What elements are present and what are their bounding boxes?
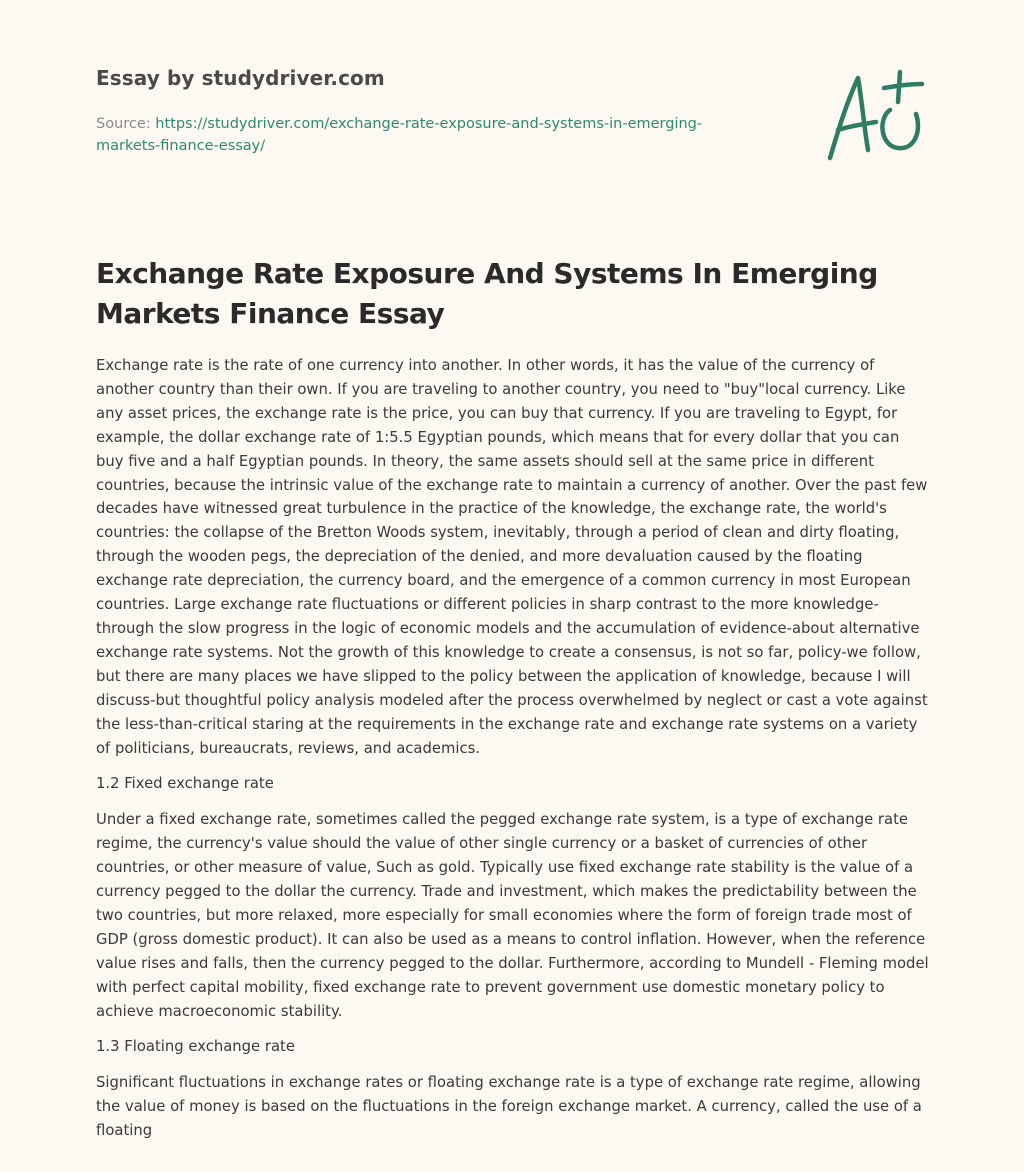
logo-plus-horizontal [884, 84, 922, 88]
essay-paragraph: Significant fluctuations in exchange rates or floating exchange rate is a type of exchange rate regime, allowing the value of money is based on the fluctuations in the foreign exchange market. A currency, called the use of a floating [96, 1074, 922, 1140]
section-heading-floating-rate: 1.3 Floating exchange rate [96, 1038, 295, 1056]
a-plus-logo-graphic [818, 66, 928, 166]
essay-body [96, 354, 930, 1162]
site-brand: Essay by studydriver.com [96, 66, 385, 90]
section-heading-fixed-rate: 1.2 Fixed exchange rate [96, 775, 274, 793]
source-link[interactable]: https://studydriver.com/exchange-rate-exposure-and-systems-in-emerging-markets-finance-essay/ [96, 116, 703, 154]
logo-letter-a-strokes [830, 78, 868, 158]
a-plus-logo-icon [818, 66, 928, 166]
logo-letter-a-crossbar [838, 122, 876, 130]
source-label: Source: [96, 116, 156, 132]
essay-title: Exchange Rate Exposure And Systems In Emerging Markets Finance Essay [96, 257, 878, 330]
source-line [96, 113, 736, 157]
logo-hook [882, 110, 918, 148]
essay-paragraph: Exchange rate is the rate of one currency into another. In other words, it has the value of the currency of another country than their own. If you are traveling to another country, you need to "buy"local currency. Like any asset prices, the exchange rate is the price, you can buy that currency. If you are traveling to Egypt, for example, the dollar exchange rate of 1:5.5 Egyptian pounds, which means that for every dollar that you can buy five and a half Egyptian pounds. In theory, the same assets should sell at the same price in different countries, because the intrinsic value of the exchange rate to maintain a currency of another. Over the past few decades have witnessed great turbulence in the practice of the knowledge, the exchange rate, the world's countries: the collapse of the Bretton Woods system, inevitably, through a period of clean and dirty floating, through the wooden pegs, the depreciation of the denied, and more devaluation caused by the floating exchange rate depreciation, the currency board, and the emergence of a common currency in most European countries. Large exchange rate fluctuations or different policies in sharp contrast to the more knowledge-through the slow progress in the logic of economic models and the accumulation of evidence-about alternative exchange rate systems. Not the growth of this knowledge to create a consensus, is not so far, policy-we follow, but there are many places we have slipped to the policy between the application of knowledge, because I will discuss-but thoughtful policy analysis modeled after the process overwhelmed by neglect or cast a vote against the less-than-critical staring at the requirements in the exchange rate and exchange rate systems on a variety of politicians, bureaucrats, reviews, and academics. [96, 357, 928, 757]
essay-paragraph: Under a fixed exchange rate, sometimes called the pegged exchange rate system, is a type of exchange rate regime, the currency's value should the value of other single currency or a basket of currencies of other countries, or other measure of value, Such as gold. Typically use fixed exchange rate stability is the value of a currency pegged to the dollar the currency. Trade and investment, which makes the predictability between the two countries, but more relaxed, more especially for small economies where the form of foreign trade most of GDP (gross domestic product). It can also be used as a means to control inflation. However, when the reference value rises and falls, then the currency pegged to the dollar. Furthermore, according to Mundell - Fleming model with perfect capital mobility, fixed exchange rate to prevent government use domestic monetary policy to achieve macroeconomic stability. [96, 811, 929, 1020]
